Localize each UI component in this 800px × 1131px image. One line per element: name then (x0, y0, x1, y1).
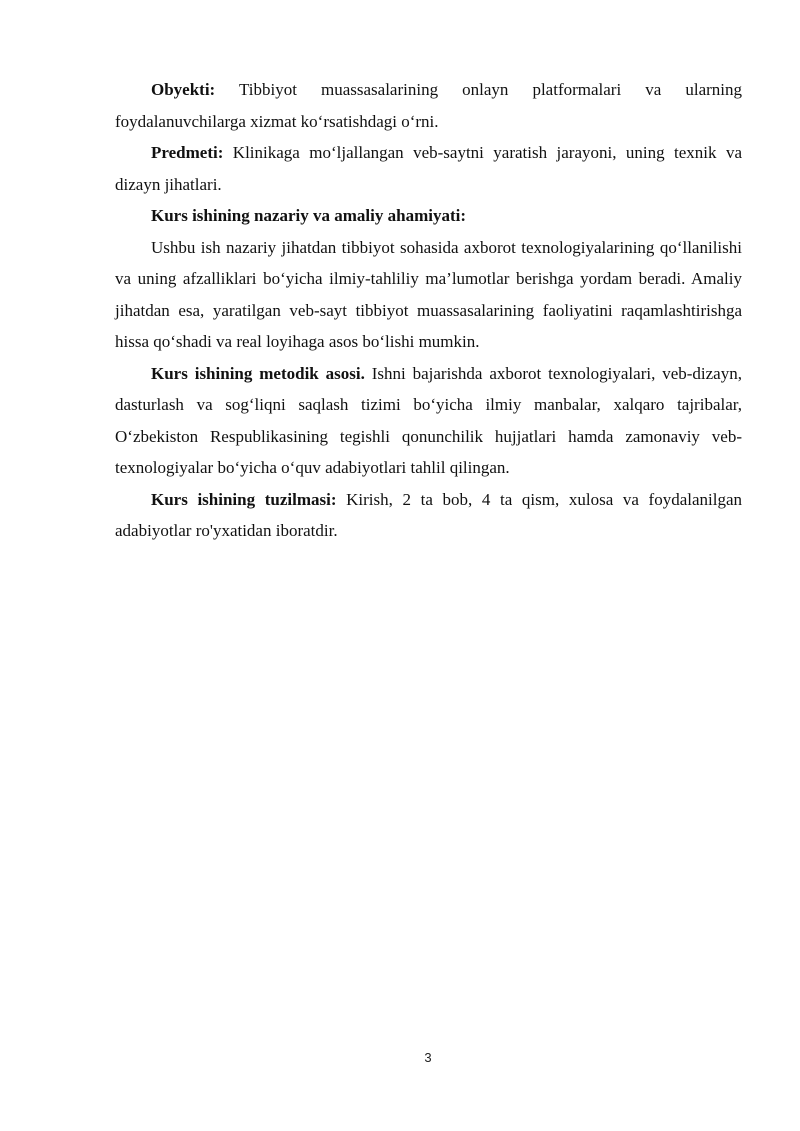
paragraph-methodology (115, 358, 742, 484)
heading-structure: Kurs ishining tuzilmasi: (151, 489, 337, 509)
paragraph-significance (115, 232, 742, 358)
document-body (115, 74, 742, 547)
paragraph-subject (115, 137, 742, 200)
heading-methodology: Kurs ishining metodik asosi. (151, 363, 365, 383)
paragraph-object (115, 74, 742, 137)
text-significance: Ushbu ish nazariy jihatdan tibbiyot sohasida axborot texnologiyalarining qo‘llanilishi va uning afzalliklari bo‘yicha ilmiy-tahliliy ma’lumotlar berishga yordam beradi. Amaliy jihatdan esa, yaratilgan veb-sayt tibbiyot muassasalarining faoliyatini raqamlashtirishga hissa qo‘shadi va real loyihaga asos bo‘lishi mumkin. (115, 237, 742, 351)
text-object: Tibbiyot muassasalarining onlayn platformalari va ularning foydalanuvchilarga xizmat ko‘rsatishdagi o‘rni. (115, 80, 742, 131)
text-subject: Klinikaga mo‘ljallangan veb-saytni yaratish jarayoni, uning texnik va dizayn jihatlari. (115, 143, 742, 194)
page-number: 3 (424, 1050, 432, 1065)
text-structure: Kirish, 2 ta bob, 4 ta qism, xulosa va foydalanilgan adabiyotlar ro'yxatidan iboratdir. (115, 489, 742, 540)
heading-object: Obyekti: (151, 80, 216, 99)
heading-significance: Kurs ishining nazariy va amaliy ahamiyati: (151, 206, 466, 225)
heading-subject: Predmeti: (151, 143, 224, 162)
text-methodology: Ishni bajarishda axborot texnologiyalari, veb-dizayn, dasturlash va sog‘liqni saqlash tizimi bo‘yicha ilmiy manbalar, xalqaro tajribalar, O‘zbekiston Respublikasining tegishli qonunchilik hujjatlari hamda zamonaviy veb-texnologiyalar bo‘yicha o‘quv adabiyotlari tahlil qilingan. (115, 363, 742, 477)
paragraph-significance-heading (115, 200, 742, 232)
paragraph-structure (115, 484, 742, 547)
